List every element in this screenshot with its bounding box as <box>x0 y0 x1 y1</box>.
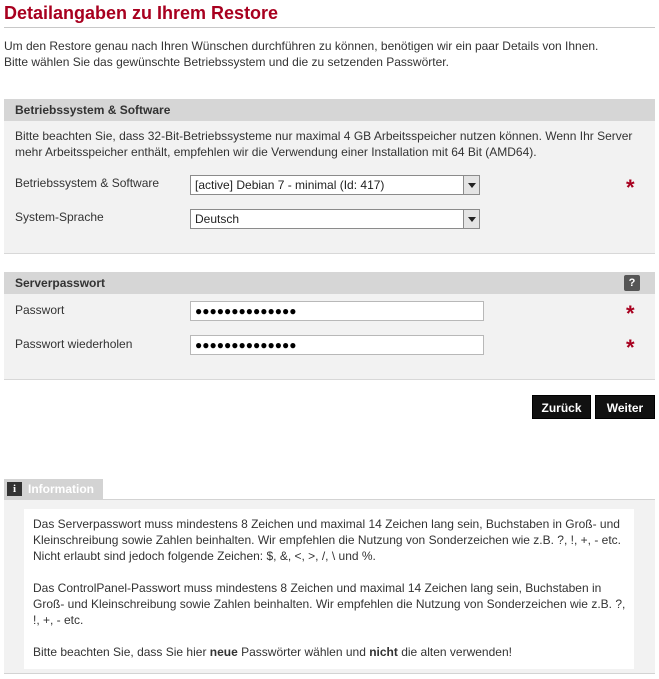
info-paragraph-server-password: Das Serverpasswort muss mindestens 8 Zeichen und maximal 14 Zeichen lang sein, Buchstaben in Groß- und Kleinschreibung sowie Zahlen beinhalten. Wir empfehlen die Nutzung von Sonderzeichen wie z.B. ?, !, +, - etc. Nicht erlaubt sind jedoch folgende Zeichen: $, &, <, >, /, \ und %. <box>33 517 621 563</box>
os-select-value: [active] Debian 7 - minimal (Id: 417) <box>195 178 385 192</box>
required-asterisk: * <box>626 335 635 360</box>
information-tab <box>4 479 103 499</box>
information-box <box>4 499 655 674</box>
next-button[interactable]: Weiter <box>595 395 655 419</box>
password-repeat-input[interactable]: ●●●●●●●●●●●●●● <box>190 335 484 355</box>
help-icon[interactable]: ? <box>624 275 640 291</box>
back-button[interactable]: Zurück <box>532 395 591 419</box>
system-language-label: System-Sprache <box>15 210 104 224</box>
information-tab-label: Information <box>28 482 94 496</box>
os-select[interactable] <box>190 175 480 195</box>
intro-text <box>4 38 655 70</box>
os-panel-heading: Betriebssystem & Software <box>4 99 655 121</box>
password-label: Passwort <box>15 303 65 317</box>
os-label: Betriebssystem & Software <box>15 176 160 190</box>
info-paragraph-controlpanel-password: Das ControlPanel-Passwort muss mindestens 8 Zeichen und maximal 14 Zeichen lang sein, Buchstaben in Groß- und Kleinschreibung sowie Zahlen beinhalten. Wir empfehlen die Nutzung von Sonderzeichen wie z.B. ?, !, +, - etc. <box>33 581 626 627</box>
password-panel-heading <box>4 272 655 294</box>
system-language-select[interactable] <box>190 209 480 229</box>
intro-line-1: Um den Restore genau nach Ihren Wünschen durchführen zu können, benötigen wir ein paar Details von Ihnen. <box>4 39 599 53</box>
page-title: Detailangaben zu Ihrem Restore <box>4 2 655 28</box>
info-icon: i <box>7 482 22 496</box>
password-input[interactable]: ●●●●●●●●●●●●●● <box>190 301 484 321</box>
info-bold-not: nicht <box>369 645 398 659</box>
information-content <box>24 509 634 669</box>
required-asterisk: * <box>626 175 635 200</box>
info-text: Passwörter wählen und <box>237 645 370 659</box>
password-panel-title: Serverpasswort <box>15 276 106 290</box>
intro-line-2: Bitte wählen Sie das gewünschte Betriebssystem und die zu setzenden Passwörter. <box>4 55 449 69</box>
info-text: die alten verwenden! <box>397 645 512 659</box>
info-paragraph-new-passwords <box>33 644 634 660</box>
os-note: Bitte beachten Sie, dass 32-Bit-Betriebssysteme nur maximal 4 GB Arbeitsspeicher nutzen können. Wenn Ihr Server mehr Arbeitsspeicher enthält, empfehlen wir die Verwendung einer Installation mit 64 Bit (AMD64). <box>15 129 633 159</box>
server-password-panel <box>4 272 655 380</box>
info-bold-new: neue <box>209 645 238 659</box>
os-software-panel <box>4 99 655 254</box>
password-repeat-label: Passwort wiederholen <box>15 337 133 351</box>
chevron-down-icon[interactable] <box>463 210 479 228</box>
required-asterisk: * <box>626 301 635 326</box>
chevron-down-icon[interactable] <box>463 176 479 194</box>
system-language-value: Deutsch <box>195 212 240 226</box>
info-text: Bitte beachten Sie, dass Sie hier <box>33 645 210 659</box>
